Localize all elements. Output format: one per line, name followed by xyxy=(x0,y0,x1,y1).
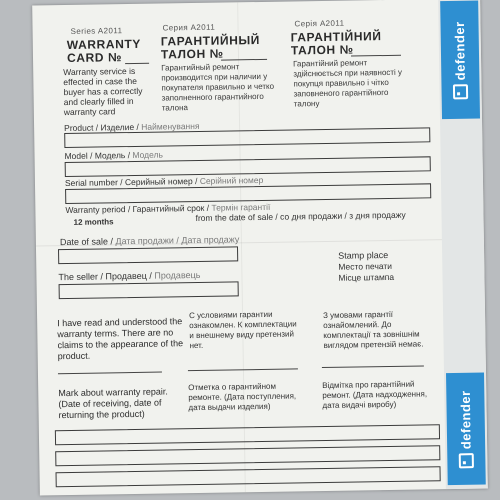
brand-name: defender xyxy=(457,389,474,449)
stamp-place-en: Stamp place xyxy=(338,249,389,261)
warranty-period-label: Warranty period / Гарантийный срок / Термін гарантії xyxy=(65,201,271,216)
date-of-sale-label: Date of sale / Дата продажи / Дата продажу xyxy=(59,234,240,248)
title-ua-line2: ТАЛОН № xyxy=(290,42,354,58)
title-ru-line1: ГАРАНТИЙНЫЙ xyxy=(160,32,261,49)
card-number-line-en xyxy=(125,63,149,64)
brand-strip xyxy=(438,0,488,489)
desc-ru: Гарантийный ремонт производится при наличии у покупателя правильно и четко заполненного гарантийного талона xyxy=(161,62,275,113)
stamp-place-ua: Місце штампа xyxy=(338,271,395,283)
series-ua: Серія А2011 xyxy=(294,18,345,29)
defender-logo-icon xyxy=(459,453,474,468)
title-en-line2: CARD № xyxy=(66,50,123,66)
signature-line-ua[interactable] xyxy=(322,365,424,368)
repair-ua: Відмітка про гарантійний ремонт. (Дата надходження, дата видачі виробу) xyxy=(322,379,428,411)
model-label: Model / Модель / Модель xyxy=(64,149,163,162)
serial-label: Serial number / Серийный номер / Серійний номер xyxy=(64,174,264,189)
repair-field-3[interactable] xyxy=(56,466,441,487)
defender-logo-icon xyxy=(453,84,468,99)
title-ua-line1: ГАРАНТІЙНИЙ xyxy=(290,29,382,45)
terms-ru: С условиями гарантии ознакомлен. К комплектации и внешнему виду претензий нет. xyxy=(188,309,297,351)
seller-field[interactable] xyxy=(59,281,239,299)
from-date-of-sale: from the date of sale / со дня продажи / з дня продажу xyxy=(195,209,406,224)
desc-en: Warranty service is effected in case the buyer has a correctly and clearly filled in warranty card xyxy=(63,65,143,118)
terms-en: I have read and understood the warranty terms. There are no claims to the appearance of the product. xyxy=(57,316,184,362)
repair-en: Mark about warranty repair. (Date of receiving, date of returning the product) xyxy=(58,386,168,421)
title-ru-line2: ТАЛОН № xyxy=(160,46,224,62)
brand-logo-bottom xyxy=(446,372,486,485)
date-of-sale-field[interactable] xyxy=(58,246,238,264)
repair-ru: Отметка о гарантийном ремонте. (Дата поступления, дата выдачи изделия) xyxy=(188,381,297,413)
stamp-place-ru: Место печати xyxy=(338,260,393,272)
repair-field-1[interactable] xyxy=(55,424,440,445)
series-en: Series A2011 xyxy=(70,26,123,36)
card-number-line-ru xyxy=(221,59,267,61)
series-ru: Серия А2011 xyxy=(162,22,216,33)
product-label: Product / Изделие / Найменування xyxy=(64,120,200,134)
desc-ua: Гарантійний ремонт здійснюється при наявності у покупця правильно і чітко заповненого гарантійного талону xyxy=(293,58,403,109)
seller-label: The seller / Продавец / Продавець xyxy=(58,269,201,283)
brand-name: defender xyxy=(451,20,468,80)
brand-logo-top xyxy=(440,1,480,120)
signature-line-en[interactable] xyxy=(58,372,162,375)
card-number-line-ua xyxy=(351,55,401,57)
warranty-card xyxy=(32,0,488,495)
repair-field-2[interactable] xyxy=(55,445,440,466)
title-en-line1: WARRANTY xyxy=(66,36,142,53)
terms-ua: З умовами гарантії ознайомлений. До комплектації та зовнішнім виглядом претензій немає. xyxy=(323,309,424,351)
warranty-months: 12 months xyxy=(73,217,114,227)
